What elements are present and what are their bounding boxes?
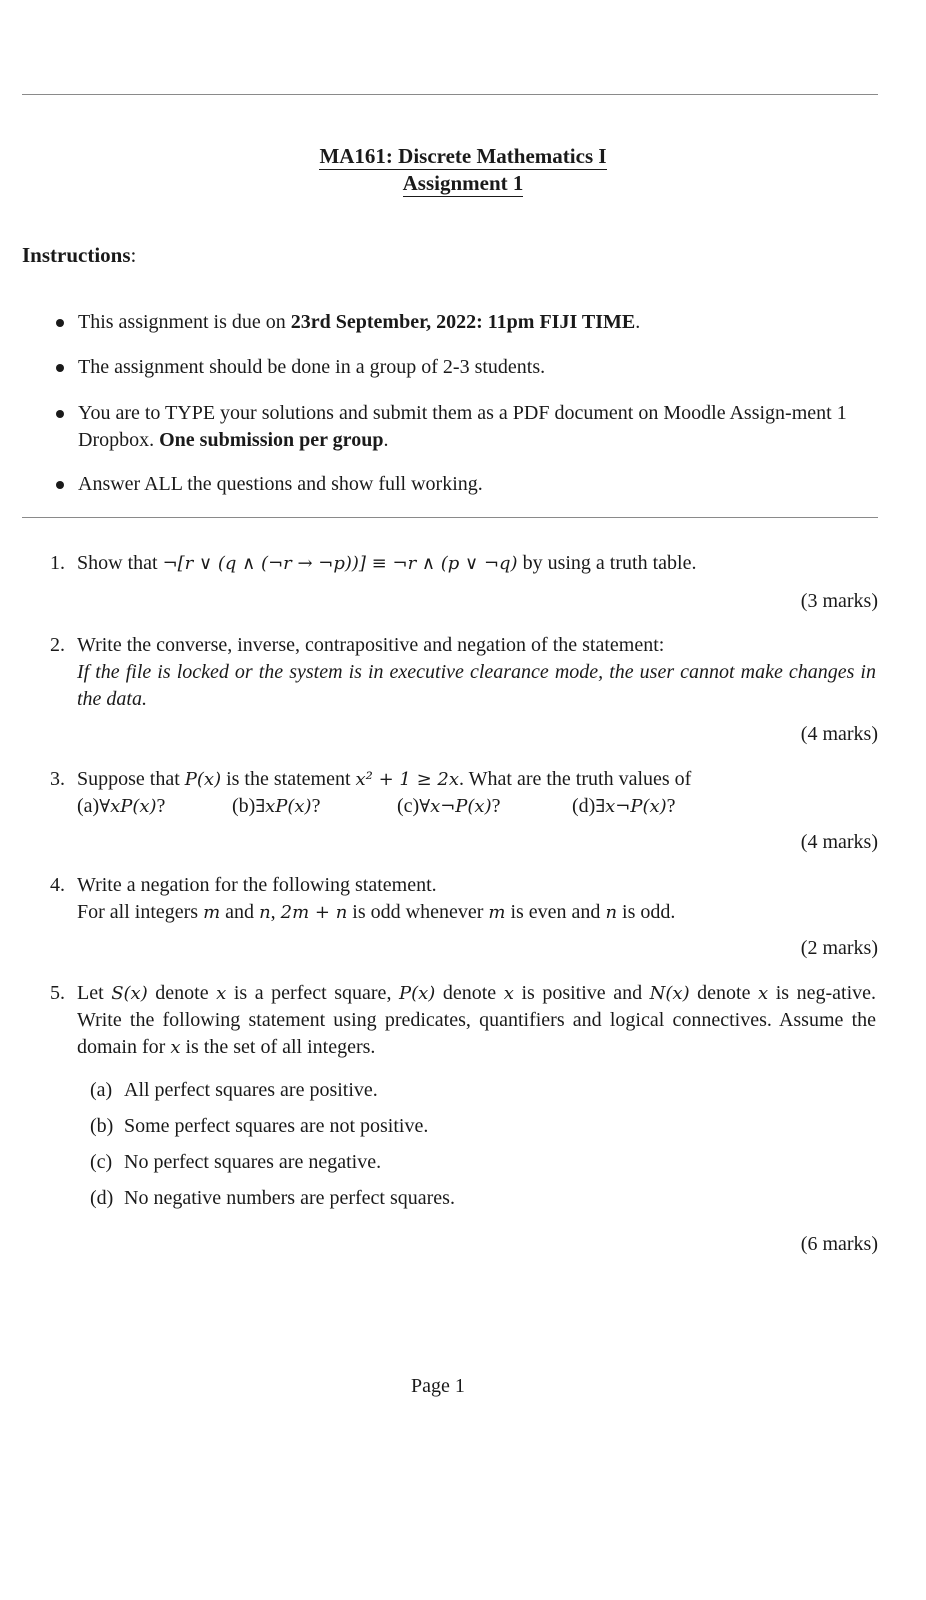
q3-parts: (a)∀xP(x)? (b)∃xP(x)? (c)∀x¬P(x)? (d)∃x¬P(x)? [77,795,676,817]
section-rule [22,517,878,518]
q1-formula: ¬[r ∨ (q ∧ (¬r → ¬p))] ≡ ¬r ∧ (p ∨ ¬q) [162,553,518,574]
bullet-icon [56,410,64,418]
q5-part-b: (b) Some perfect squares are not positive. [90,1115,429,1137]
instruction-bullet-group: The assignment should be done in a group of 2-3 students. [56,354,876,381]
question-1: 1. Show that ¬[r ∨ (q ∧ (¬r → ¬p))] ≡ ¬r ∧ (p ∨ ¬q) by using a truth table. [50,552,697,574]
question-4-marks: (2 marks) [800,937,878,959]
question-2: 2. Write the converse, inverse, contrapositive and negation of the statement: If the file is locked or the system is in executive clearance mode, the user cannot make changes in the data. [50,632,876,713]
question-4: 4. Write a negation for the following statement. For all integers m and n, 2m + n is odd whenever m is even and n is odd. [50,874,676,923]
q2-statement: If the file is locked or the system is in executive clearance mode, the user cannot make changes in the data. [77,661,876,710]
assignment-title: Assignment 1 [402,171,524,195]
page-number: Page 1 [411,1375,465,1397]
instruction-bullet-answer-all: Answer ALL the questions and show full working. [56,471,876,498]
question-3-marks: (4 marks) [800,831,878,853]
instructions-heading: Instructions: [22,243,137,267]
bullet-icon [56,319,64,327]
bullet-icon [56,364,64,372]
q5-part-d: (d) No negative numbers are perfect squares. [90,1187,455,1209]
question-1-marks: (3 marks) [800,590,878,612]
question-2-marks: (4 marks) [800,723,878,745]
question-5: 5. Let S(x) denote x is a perfect square, P(x) denote x is positive and N(x) denote x is neg-ative. Write the following statement using predicates, quantifiers and logical connectives. Assume the domain for x is the set of all integers. [50,982,877,1058]
question-3: 3. Suppose that P(x) is the statement x² + 1 ≥ 2x. What are the truth values of (a)∀xP(x)? (b)∃xP(x)? (c)∀x¬P(x)? (d)∃x¬P(x)? [50,766,876,820]
instruction-bullet-submission: You are to TYPE your solutions and submit them as a PDF document on Moodle Assign-ment 1 Dropbox. One submission per group. [56,400,876,454]
question-5-marks: (6 marks) [800,1233,878,1255]
top-rule [22,94,878,95]
bullet-icon [56,481,64,489]
q5-part-c: (c) No perfect squares are negative. [90,1151,382,1173]
course-title: MA161: Discrete Mathematics I [319,144,607,168]
instruction-bullet-due-date: This assignment is due on 23rd September, 2022: 11pm FIJI TIME. [56,309,876,336]
q5-part-a: (a) All perfect squares are positive. [90,1079,378,1101]
